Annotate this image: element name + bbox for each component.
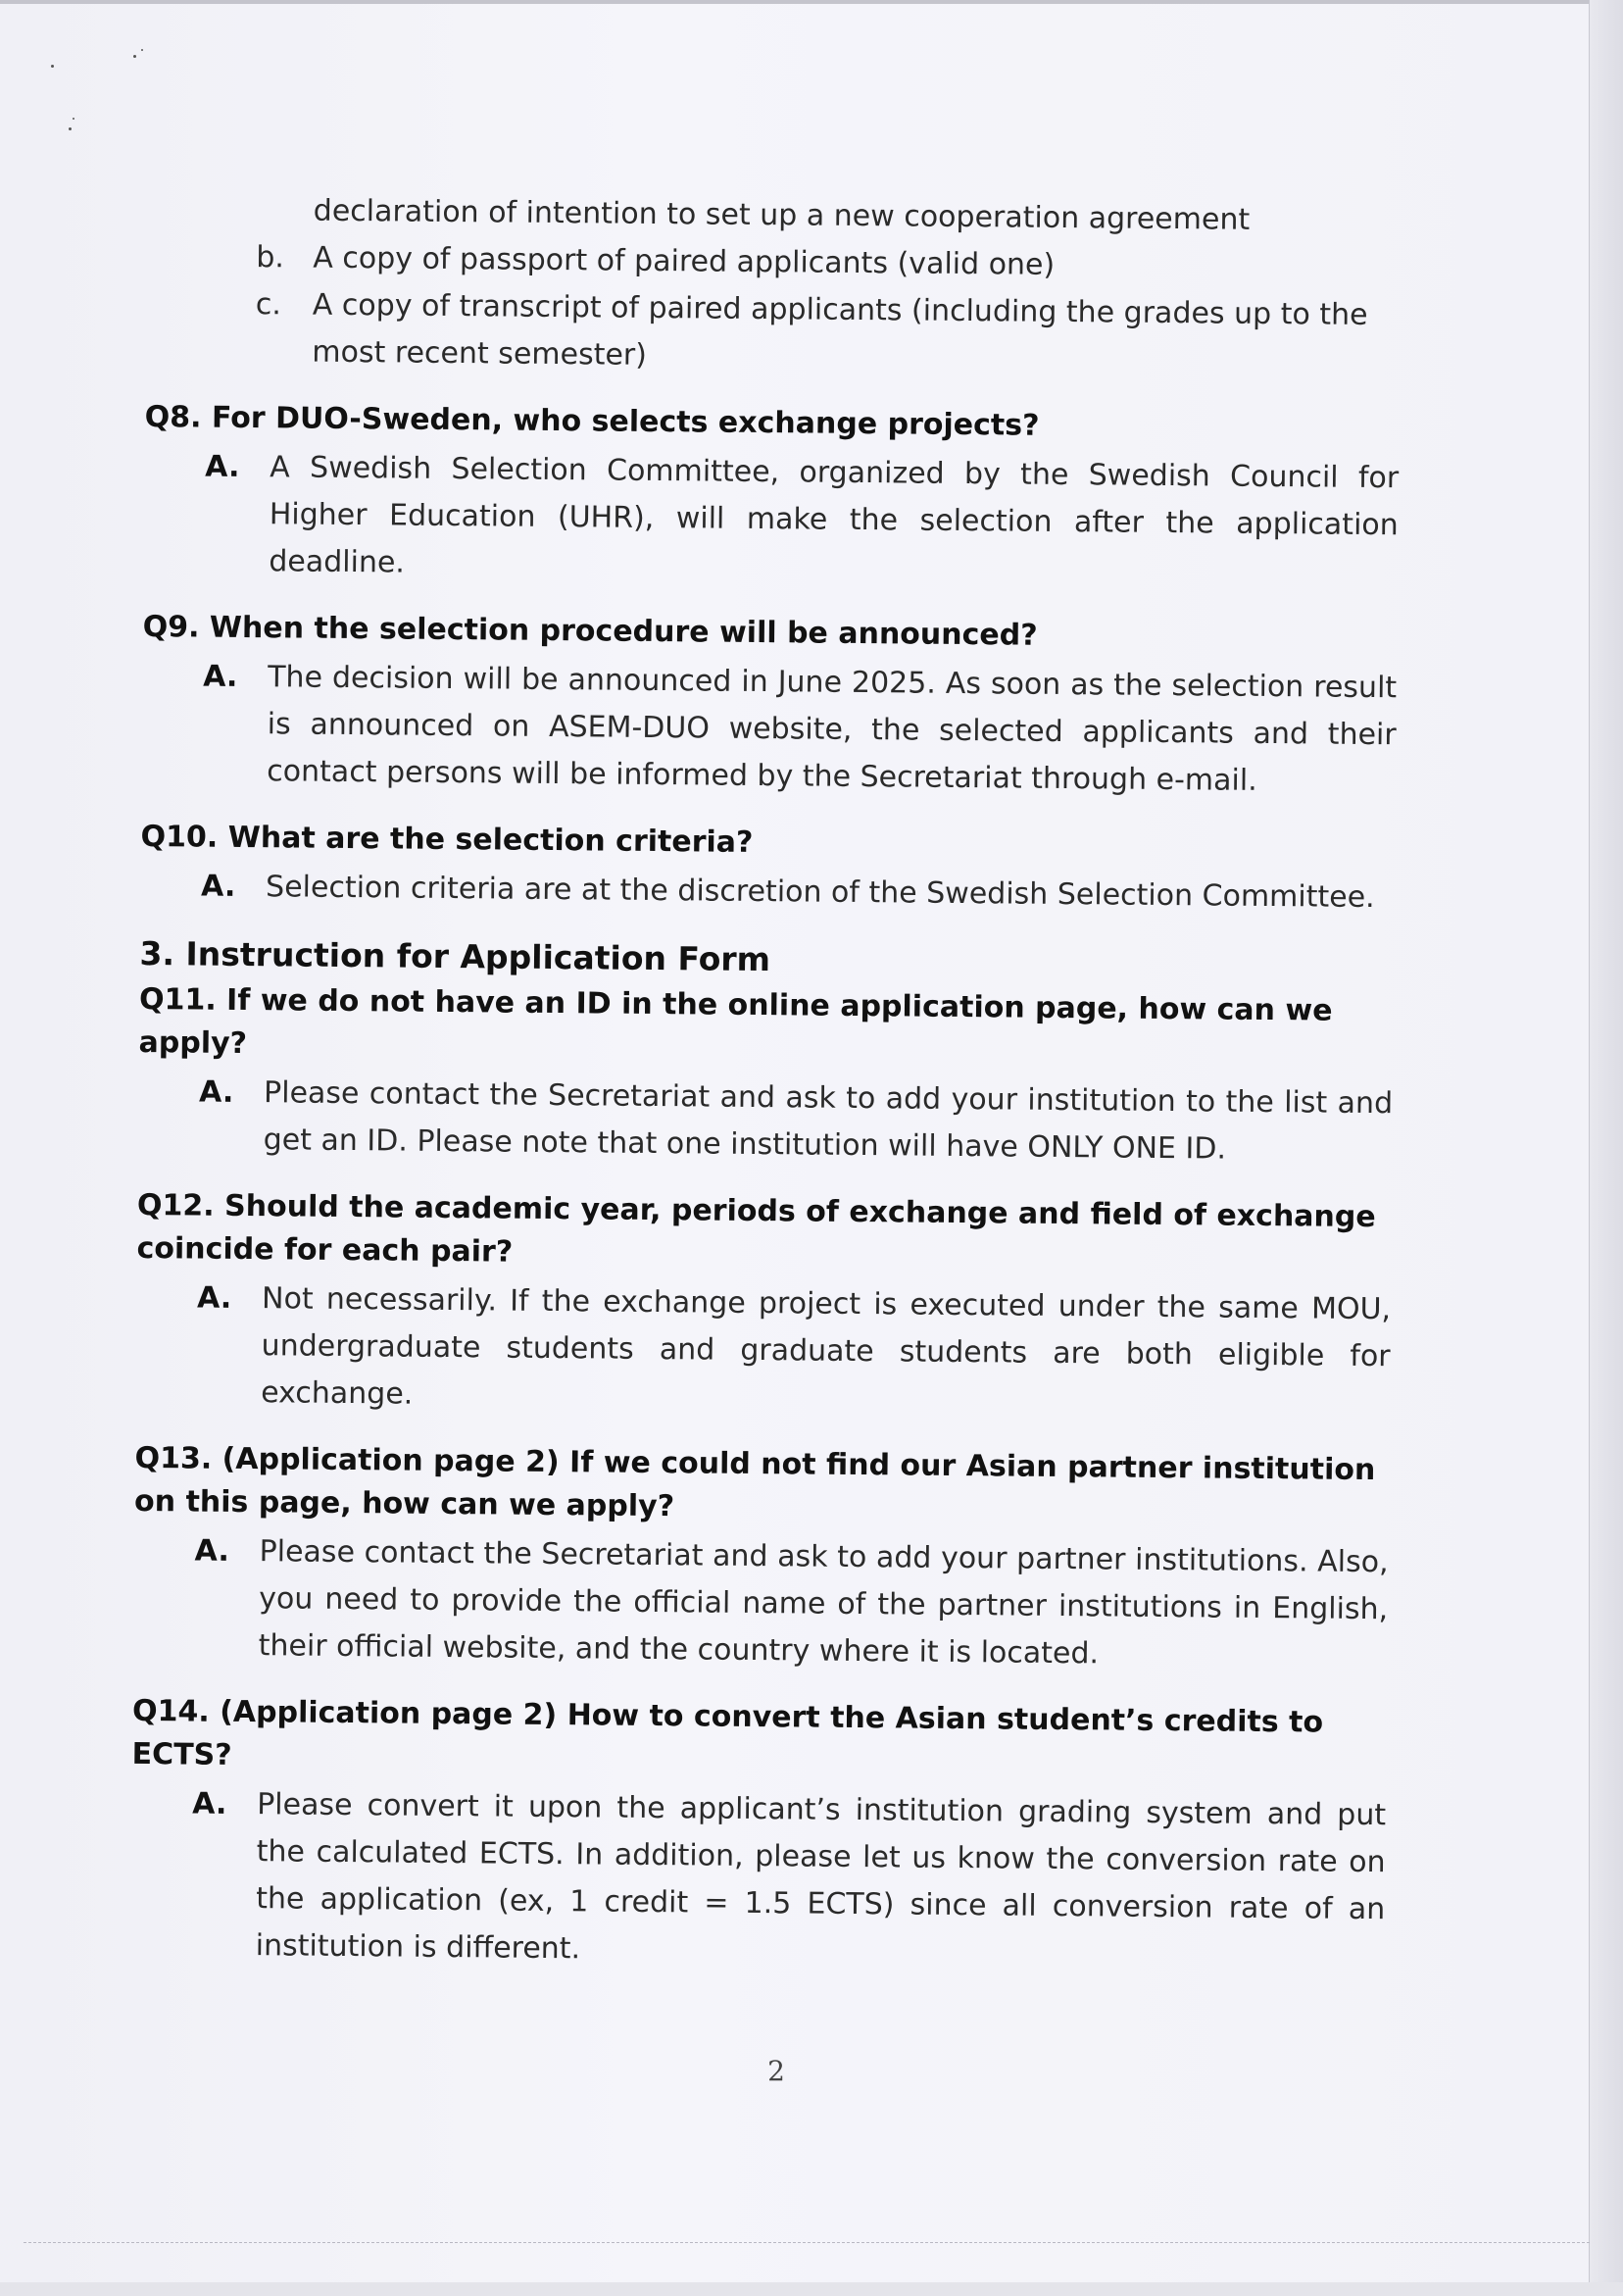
question-q10: Q10. What are the selection criteria?	[140, 819, 754, 860]
question-q14: Q14. (Application page 2) How to convert the Asian student’s credits to ECTS?	[131, 1693, 1324, 1772]
answer-q13	[132, 1527, 1388, 1680]
answer-q11	[137, 1069, 1393, 1174]
answer-text: Please convert it upon the applicant’s institution grading system and put the calculated ECTS. In addition, please let us know the conversion rate on the application (ex, 1 credit = 1.5 ECTS) since all conversion rate of an institution is different.	[255, 1787, 1387, 1967]
scan-speck	[51, 65, 54, 68]
answer-text: A Swedish Selection Committee, organized by the Swedish Council for Higher Education (UHR), will make the selection after the application deadline.	[269, 450, 1400, 580]
list-marker: c.	[255, 287, 282, 323]
list-item-text: A copy of passport of paired applicants (valid one)	[313, 240, 1056, 282]
scan-top-edge	[0, 0, 1623, 4]
list-item-c	[145, 280, 1401, 386]
answer-text: The decision will be announced in June 2025. As soon as the selection result is announced on ASEM-DUO website, the selected applicants and their contact persons will be informed by the Secretariat through e-mail.	[267, 660, 1398, 798]
section-heading-3: 3. Instruction for Application Form	[139, 933, 771, 979]
answer-marker: A.	[200, 869, 236, 904]
answer-text: Please contact the Secretariat and ask to add your institution to the list and get an ID. Please note that one institution will have ONLY ONE ID.	[263, 1075, 1394, 1167]
question-q8: Q8. For DUO-Sweden, who selects exchange projects?	[144, 399, 1040, 443]
question-q12: Q12. Should the academic year, periods of exchange and field of exchange coincide for each pair?	[136, 1187, 1376, 1270]
scan-speck	[69, 127, 72, 130]
answer-q12	[135, 1274, 1391, 1427]
answer-marker: A.	[203, 659, 238, 694]
page-number: 2	[767, 2055, 785, 2087]
scan-speck	[73, 118, 74, 120]
question-q9: Q9. When the selection procedure will be announced?	[142, 609, 1038, 653]
list-item-text: A copy of transcript of paired applicants (including the grades up to the most recent semester)	[312, 287, 1368, 373]
answer-q9	[141, 653, 1397, 806]
scan-speck	[141, 49, 143, 51]
answer-text: Not necessarily. If the exchange project is executed under the same MOU, undergraduate students and graduate students are both eligible for exchange.	[261, 1281, 1392, 1412]
answer-q10	[140, 863, 1395, 922]
list-marker: b.	[256, 240, 285, 275]
answer-marker: A.	[205, 449, 240, 484]
scan-bottom-rule	[24, 2242, 1590, 2243]
continuation-line: declaration of intention to set up a new cooperation agreement	[313, 193, 1251, 237]
answer-text: Please contact the Secretariat and ask to add your partner institutions. Also, you need to provide the official name of the partner institutions in English, their official website, and the country where it is located.	[258, 1534, 1389, 1672]
answer-marker: A.	[196, 1280, 232, 1316]
answer-marker: A.	[194, 1533, 229, 1569]
question-q11: Q11. If we do not have an ID in the online application page, how can we apply?	[138, 981, 1333, 1062]
question-q13: Q13. (Application page 2) If we could not find our Asian partner institution on this page, how can we apply?	[133, 1440, 1376, 1524]
answer-q14	[130, 1780, 1387, 1980]
answer-text: Selection criteria are at the discretion of the Swedish Selection Committee.	[265, 870, 1375, 916]
scan-right-edge	[1589, 0, 1623, 2296]
answer-marker: A.	[198, 1074, 234, 1110]
answer-q8	[143, 443, 1399, 596]
answer-marker: A.	[191, 1786, 227, 1822]
scan-bottom-edge	[0, 2282, 1623, 2296]
document-body	[130, 186, 1402, 1980]
scan-speck	[133, 55, 136, 58]
